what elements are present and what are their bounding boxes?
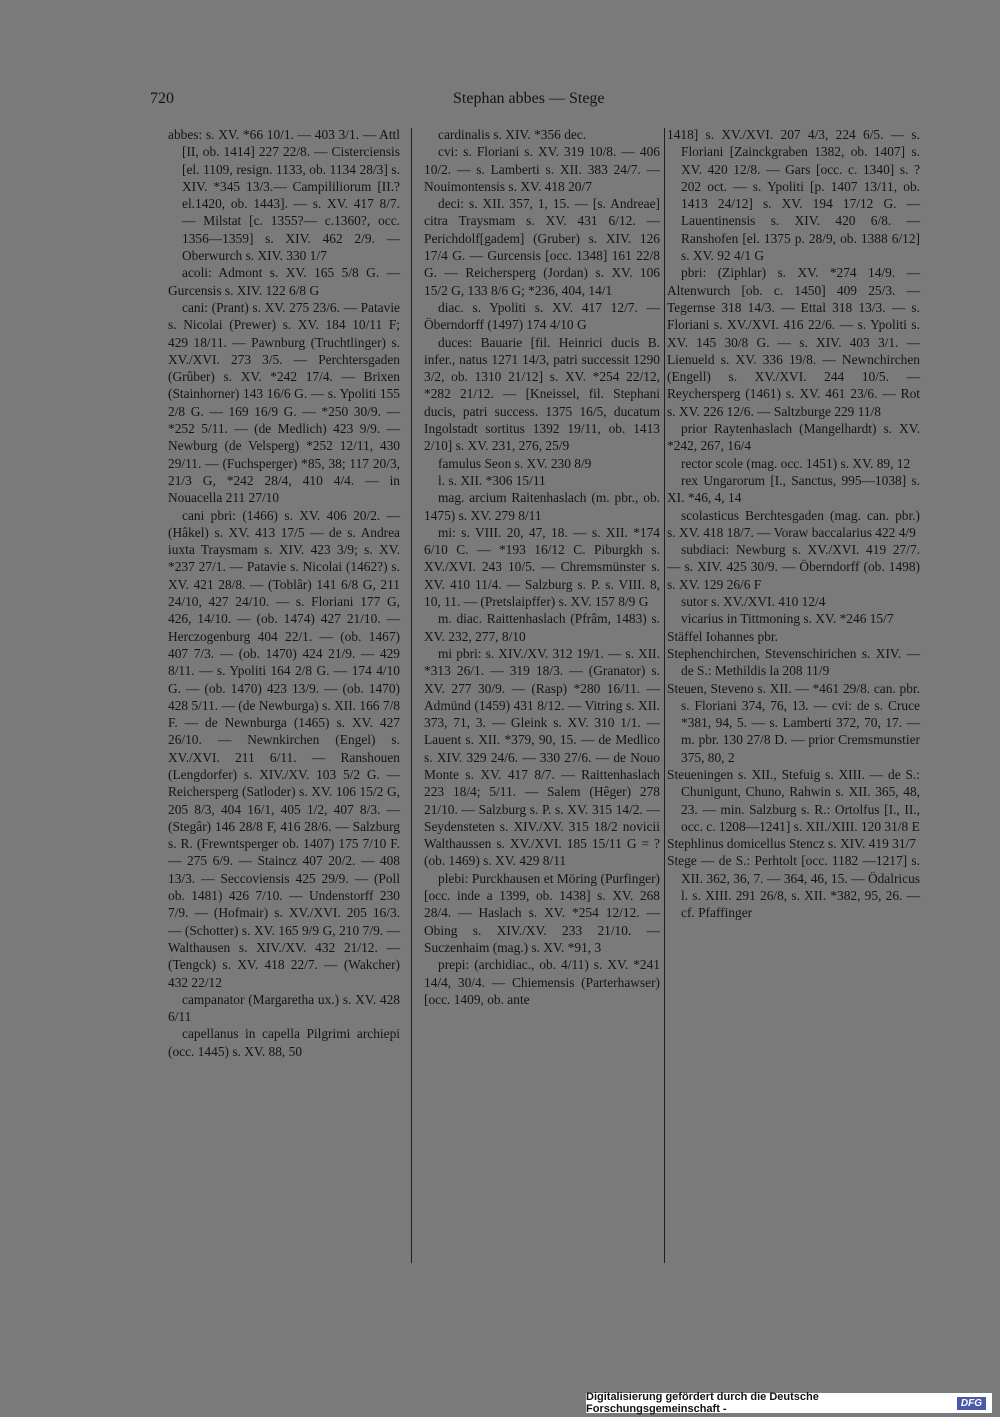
index-entry: cardinalis s. XIV. *356 dec.	[438, 127, 587, 142]
column-rule	[411, 128, 412, 1263]
text-column-left	[168, 126, 400, 1060]
index-entry: cvi: s. Floriani s. XV. 319 10/8. — 406 10/2. — s. Lamberti s. XII. 383 24/7. — Nouimontensis s. XV. 418 20/7	[424, 144, 660, 194]
index-entry: deci: s. XII. 357, 1, 15. — [s. Andreae] citra Traysmam s. XV. 431 6/12. — Perichdolf[gadem] (Gruber) s. XIV. 126 17/4 G. — Gurcensis [occ. 1348] 161 22/8 G. — Reichersperg (Jordan) s. XV. 106 15/2 G, 133 8/6 G; *236, 404, 14/1	[424, 196, 660, 298]
footer-text: Digitalisierung gefördert durch die Deutsche Forschungsgemeinschaft -	[586, 1391, 819, 1415]
index-entry: sutor s. XV./XVI. 410 12/4	[681, 594, 826, 610]
index-entry: subdiaci: Newburg s. XV./XVI. 419 27/7. — s. XIV. 425 30/9. — Öberndorff (ob. 1498) s. XV. 129 26/6 F	[667, 542, 920, 592]
index-entry: m. diac. Raittenhaslach (Pfrâm, 1483) s. XV. 232, 277, 8/10	[424, 611, 660, 644]
index-entry: capellanus in capella Pilgrimi archiepi (occ. 1445) s. XV. 88, 50	[168, 1026, 400, 1059]
index-entry: diac. s. Ypoliti s. XV. 417 12/7. — Öberndorff (1497) 174 4/10 G	[424, 299, 660, 333]
index-entry: vicarius in Tittmoning s. XV. *246 15/7	[681, 611, 894, 627]
index-entry: duces: Bauarie [fil. Heinrici ducis B. infer., natus 1271 14/3, patri successit 1290 3/2, ob. 1310 21/12] s. XV. *254 22/12, *282 21/12. — [Kneissel, fil. Stephani ducis, patri success. 1375 16/5, ducatum Ingolstadt sortitus 1392 19/11, ob. 1413 2/10] s. XV. 231, 276, 25/9	[424, 334, 660, 454]
index-entry: rector scole (mag. occ. 1451) s. XV. 89, 12	[681, 455, 911, 471]
index-entry: Steueningen s. XII., Stefuig s. XIII. — de S.: Chunigunt, Chuno, Rahwin s. XII. 365, 48, 23. — min. Salzburg s. R.: Ortolfus [I., II., occ. c. 1208—1241] s. XII./XIII. 120 31/8 E	[667, 766, 920, 834]
index-entry: acoli: Admont s. XV. 165 5/8 G. — Gurcensis s. XIV. 122 6/8 G	[168, 265, 400, 298]
index-entry: mi: s. VIII. 20, 47, 18. — s. XII. *174 6/10 C. — *193 16/12 C. Piburgkh s. XV./XVI. 243 10/5. — Chremsmünster s. XV. 410 11/4. — Salzburg s. P. s. VIII. 8, 10, 11. — (Pretslaipffer) s. XV. 157 8/9 G	[424, 524, 660, 610]
index-entry: Steuen, Steveno s. XII. — *461 29/8. can. pbr. s. Floriani 374, 76, 13. — cvi: de s. Cruce *381, 94, 5. — s. Lamberti 372, 70, 17. — m. pbr. 130 27/8 D. — prior Cremsmunstier 375, 80, 2	[667, 680, 920, 765]
index-entry: mi pbri: s. XIV./XV. 312 19/1. — s. XII. *313 26/1. — 319 18/3. — (Granator) s. XV. 277 30/9. — (Rasp) *280 16/11. —Admünd (1459) 431 8/12. — Vitring s. XII. 373, 71, 3. — Gleink s. XV. 310 1/1. — Lauent s. XII. *379, 90, 15. — de Medlico s. XIV. 329 24/6. — 330 27/6. — de Nouo Monte s. XV. 417 8/7. — Raittenhaslach 223 18/4; 5/11. — Salem (Hêger) 278 21/10. — Salzburg s. P. s. XV. 315 14/2. — Seydensteten s. XIV./XV. 315 18/2 novicii Walthaussen s. XV./XVI. 185 15/11 G = ? (ob. 1469) s. XV. 429 8/11	[424, 645, 660, 869]
index-entry: pbri: (Ziphlar) s. XV. *274 14/9. — Altenwurch [ob. c. 1450] 409 25/3. — Tegernse 318 14/3. — Ettal 318 13/3. — s. Floriani s. XV./XVI. 416 22/6. — s. Ypoliti s. XV. 145 30/8 G. — s. XIV. 403 3/1. — Lienueld s. XV. 336 19/8. — Newnchirchen (Engell) s. XV./XVI. 244 10/5. — Reychersperg (1461) s. XV. 461 23/6. — Rot s. XV. 226 12/6. — Saltzburge 229 11/8	[667, 265, 920, 419]
index-entry: 1418] s. XV./XVI. 207 4/3, 224 6/5. — s. Floriani [Zainckgraben 1382, ob. 1407] s. XV. 420 12/8. — Gars [occ. c. 1340] s. ? 202 oct. — s. Ypoliti [p. 1407 13/11, ob. 1413 24/12] s. XV. 194 17/12 G. — Lauentinensis s. XIV. 420 6/8. — Ranshofen [el. 1375 p. 28/9, ob. 1388 6/12] s. XV. 92 4/1 G	[667, 127, 920, 264]
page-header	[150, 90, 862, 112]
index-entry: cani: (Prant) s. XV. 275 23/6. — Patavie s. Nicolai (Prewer) s. XV. 184 10/11 F; 429 18/11. — Pawnburg (Truchtlinger) s. XV./XVI. 273 3/5. — Perchtersgaden (Grûber) s. XV. *242 17/4. — Brixen (Stainhorner) 143 16/6 G. — s. Ypoliti 155 2/8 G. — 169 16/9 G. — *250 30/9. — *252 5/11. — (de Medlich) 423 9/9. — Newburg (de Velsperg) *252 12/11, 430 29/11. — (Fuchsperger) *85, 38; 117 20/3, 21/3 G, *242 28/4, 410 4/4. — in Nouacella 211 27/10	[168, 299, 400, 506]
footer-credit	[586, 1393, 992, 1413]
index-entry: famulus Seon s. XV. 230 8/9	[438, 455, 592, 471]
index-entry: mag. arcium Raitenhaslach (m. pbr., ob. 1475) s. XV. 279 8/11	[424, 490, 660, 523]
index-entry: rex Ungarorum [I., Sanctus, 995—1038] s. XI. *46, 4, 14	[667, 472, 920, 506]
text-column-middle	[424, 126, 660, 1008]
index-entry: Stege — de S.: Perhtolt [occ. 1182 —1217] s. XII. 362, 36, 7. — 364, 46, 15. — Ödalricus l. s. XIII. 291 26/8, s. XII. *382, 95, 26. — cf. Pfaffinger	[667, 853, 920, 921]
column-rule	[664, 128, 665, 1263]
index-entry: Stephlinus domicellus Stencz s. XIV. 419 31/7	[667, 836, 916, 852]
index-entry: scolasticus Berchtesgaden (mag. can. pbr.) s. XV. 418 18/7. — Voraw baccalarius 422 4/9	[667, 507, 920, 540]
index-entry: prepi: (archidiac., ob. 4/11) s. XV. *241 14/4, 30/4. — Chiemensis (Parterhawser) [occ. 1409, ob. ante	[424, 957, 660, 1007]
index-entry: prior Raytenhaslach (Mangelhardt) s. XV. *242, 267, 16/4	[667, 421, 920, 454]
index-entry: plebi: Purckhausen et Möring (Purfinger) [occ. inde a 1399, ob. 1438] s. XV. 268 28/4. — Haslach s. XV. *254 12/12. — Obing s. XIV./XV. 233 21/10. — Suczenhaim (mag.) s. XV. *91, 3	[424, 870, 660, 955]
page-number: 720	[150, 90, 174, 107]
running-title: Stephan abbes — Stege	[453, 90, 605, 107]
index-entry: cani pbri: (1466) s. XV. 406 20/2. — (Hâkel) s. XV. 413 17/5 — de s. Andrea iuxta Traysmam s. XIV. 423 3/9; s. XV. *237 27/1. — Patavie s. Nicolai (1462?) s. XV. 421 28/8. — (Toblâr) 141 6/8 G, 211 24/10, 427 24/10. — s. Floriani 177 G, 426, 14/10. — (ob. 1474) 427 21/10. — Herczogenburg 404 22/1. — (ob. 1467) 407 7/3. — (ob. 1470) 424 21/9. — 429 8/11. — s. Ypoliti 164 2/8 G. — 174 4/10 G. — (ob. 1470) 423 13/9. — (ob. 1470) 428 5/11. — (de Newburga) s. XII. 166 7/8 F. — de Newnburga (1465) s. XV. 427 26/10. — Newnkirchen (Engel) s. XV./XVI. 211 6/11. — Ranshouen (Lengdorfer) s. XIV./XV. 103 5/2 G. — Reichersperg (Satloder) s. XV. 106 15/2 G, 205 8/3, 404 16/1, 405 1/2, 407 8/3. — (Stegâr) 146 28/8 F, 416 28/6. — Salzburg s. R. (Frewntsperger ob. 1407) 175 7/10 F. — 275 6/9. — Staincz 407 20/2. — 408 13/3. — Seccoviensis 425 29/9. — (Poll ob. 1481) 426 7/10. — Undenstorff 230 7/9. — (Hofmair) s. XV./XVI. 205 16/3. — (Schotter) s. XV. 165 9/9 G, 210 7/9. — Walthausen s. XIV./XV. 432 21/12. — (Tengck) s. XV. 418 22/7. — (Wakcher) 432 22/12	[168, 507, 400, 990]
index-entry: Stäffel Iohannes pbr.	[667, 628, 778, 644]
index-entry: l. s. XII. *306 15/11	[438, 472, 546, 488]
index-entry: campanator (Margaretha ux.) s. XV. 428 6/11	[168, 991, 400, 1025]
index-entry: Stephenchirchen, Stevenschirichen s. XIV. — de S.: Methildis la 208 11/9	[667, 645, 920, 679]
text-column-right	[667, 126, 920, 922]
index-entry: abbes: s. XV. *66 10/1. — 403 3/1. — Attl [II, ob. 1414] 227 22/8. — Cisterciensis [el. 1109, resign. 1133, ob. 1134 28/3] s. XIV. *345 13/3.— Campililiorum [II.? el.1420, ob. 1443]. — s. XV. 417 8/7. — Milstat [c. 1355?— c.1360?, occ. 1356—1359] s. XIV. 462 2/9. — Oberwurch s. XIV. 330 1/7	[168, 127, 400, 264]
dfg-logo: DFG	[957, 1397, 986, 1410]
